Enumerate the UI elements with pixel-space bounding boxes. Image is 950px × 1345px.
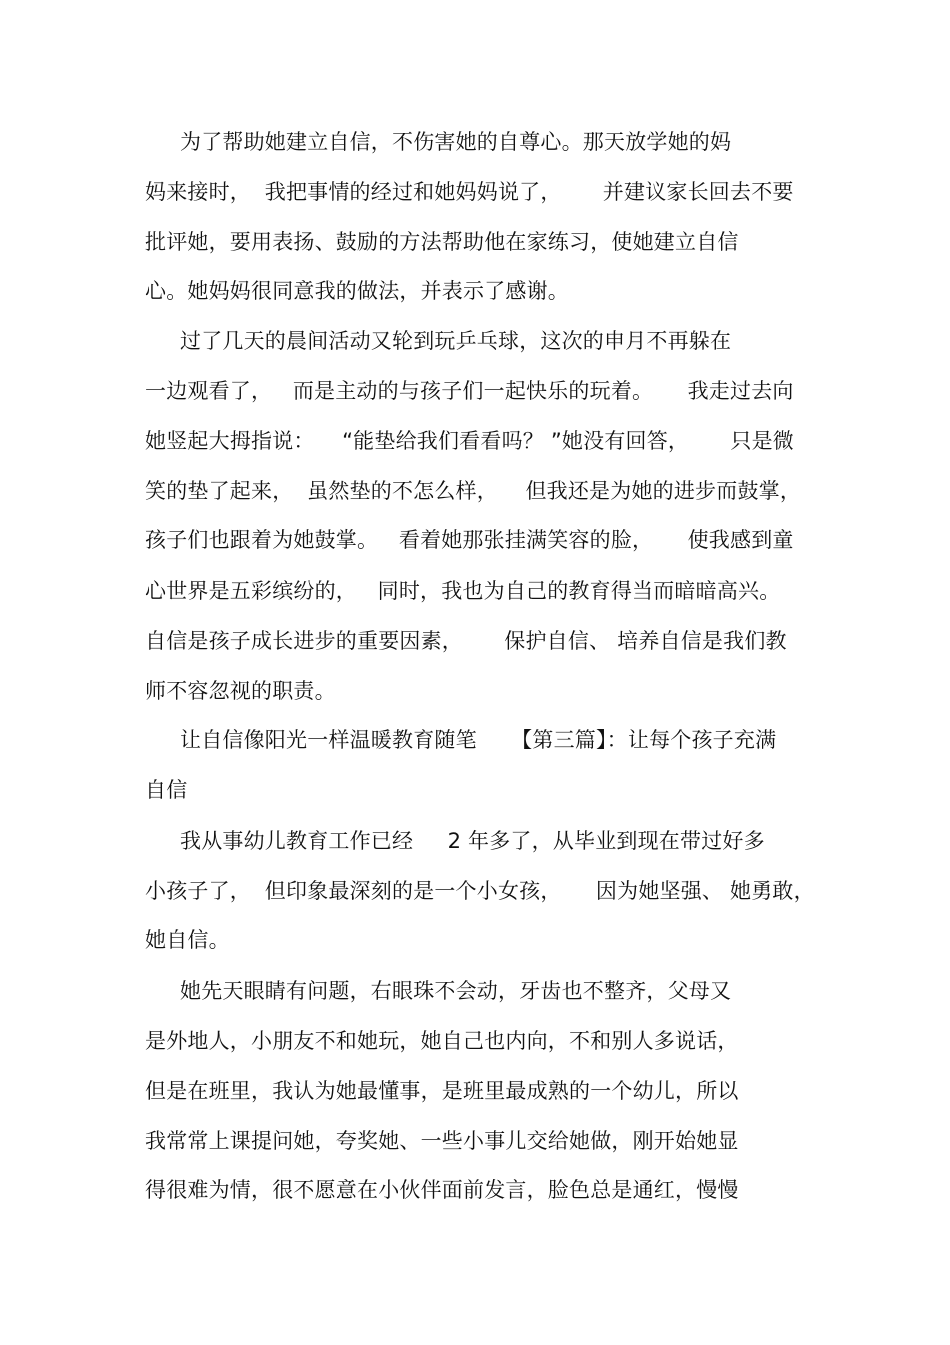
text-line: 笑的垫了起来， 虽然垫的不怎么样， 但我还是为她的进步而鼓掌，	[145, 479, 802, 503]
text-line: 但是在班里，我认为她最懂事，是班里最成熟的一个幼儿，所以	[145, 1079, 739, 1103]
section-heading: 自信	[145, 778, 188, 802]
text-line: 师不容忽视的职责。	[145, 679, 336, 703]
text-line: 心世界是五彩缤纷的， 同时，我也为自己的教育得当而暗暗高兴。	[145, 579, 781, 603]
text-line: 过了几天的晨间活动又轮到玩乒乓球，这次的申月不再躲在	[180, 329, 732, 353]
text-line: 我从事幼儿教育工作已经 2 年多了，从毕业到现在带过好多	[180, 829, 765, 853]
section-heading: 让自信像阳光一样温暖教育随笔 【第三篇】：让每个孩子充满	[180, 728, 777, 752]
text-line: 一边观看了， 而是主动的与孩子们一起快乐的玩着。 我走过去向	[145, 379, 794, 403]
text-line: 我常常上课提问她，夸奖她、一些小事儿交给她做，刚开始她显	[145, 1129, 739, 1153]
text-line: 小孩子了， 但印象最深刻的是一个小女孩， 因为她坚强、 她勇敢，	[145, 879, 815, 903]
text-line: 是外地人，小朋友不和她玩，她自己也内向，不和别人多说话，	[145, 1029, 739, 1053]
text-line: 为了帮助她建立自信，不伤害她的自尊心。那天放学她的妈	[180, 130, 732, 154]
text-line: 她竖起大拇指说： “能垫给我们看看吗？ ”她没有回答， 只是微	[145, 429, 794, 453]
text-line: 她自信。	[145, 928, 230, 952]
text-line: 心。她妈妈很同意我的做法，并表示了感谢。	[145, 279, 569, 303]
text-line: 孩子们也跟着为她鼓掌。 看着她那张挂满笑容的脸， 使我感到童	[145, 528, 794, 552]
text-line: 她先天眼睛有问题，右眼珠不会动，牙齿也不整齐，父母又	[180, 979, 732, 1003]
text-line: 得很难为情，很不愿意在小伙伴面前发言，脸色总是通红，慢慢	[145, 1178, 739, 1202]
text-line: 自信是孩子成长进步的重要因素， 保护自信、 培养自信是我们教	[145, 629, 787, 653]
text-line: 批评她，要用表扬、鼓励的方法帮助他在家练习，使她建立自信	[145, 230, 739, 254]
text-line: 妈来接时， 我把事情的经过和她妈妈说了， 并建议家长回去不要	[145, 180, 794, 204]
